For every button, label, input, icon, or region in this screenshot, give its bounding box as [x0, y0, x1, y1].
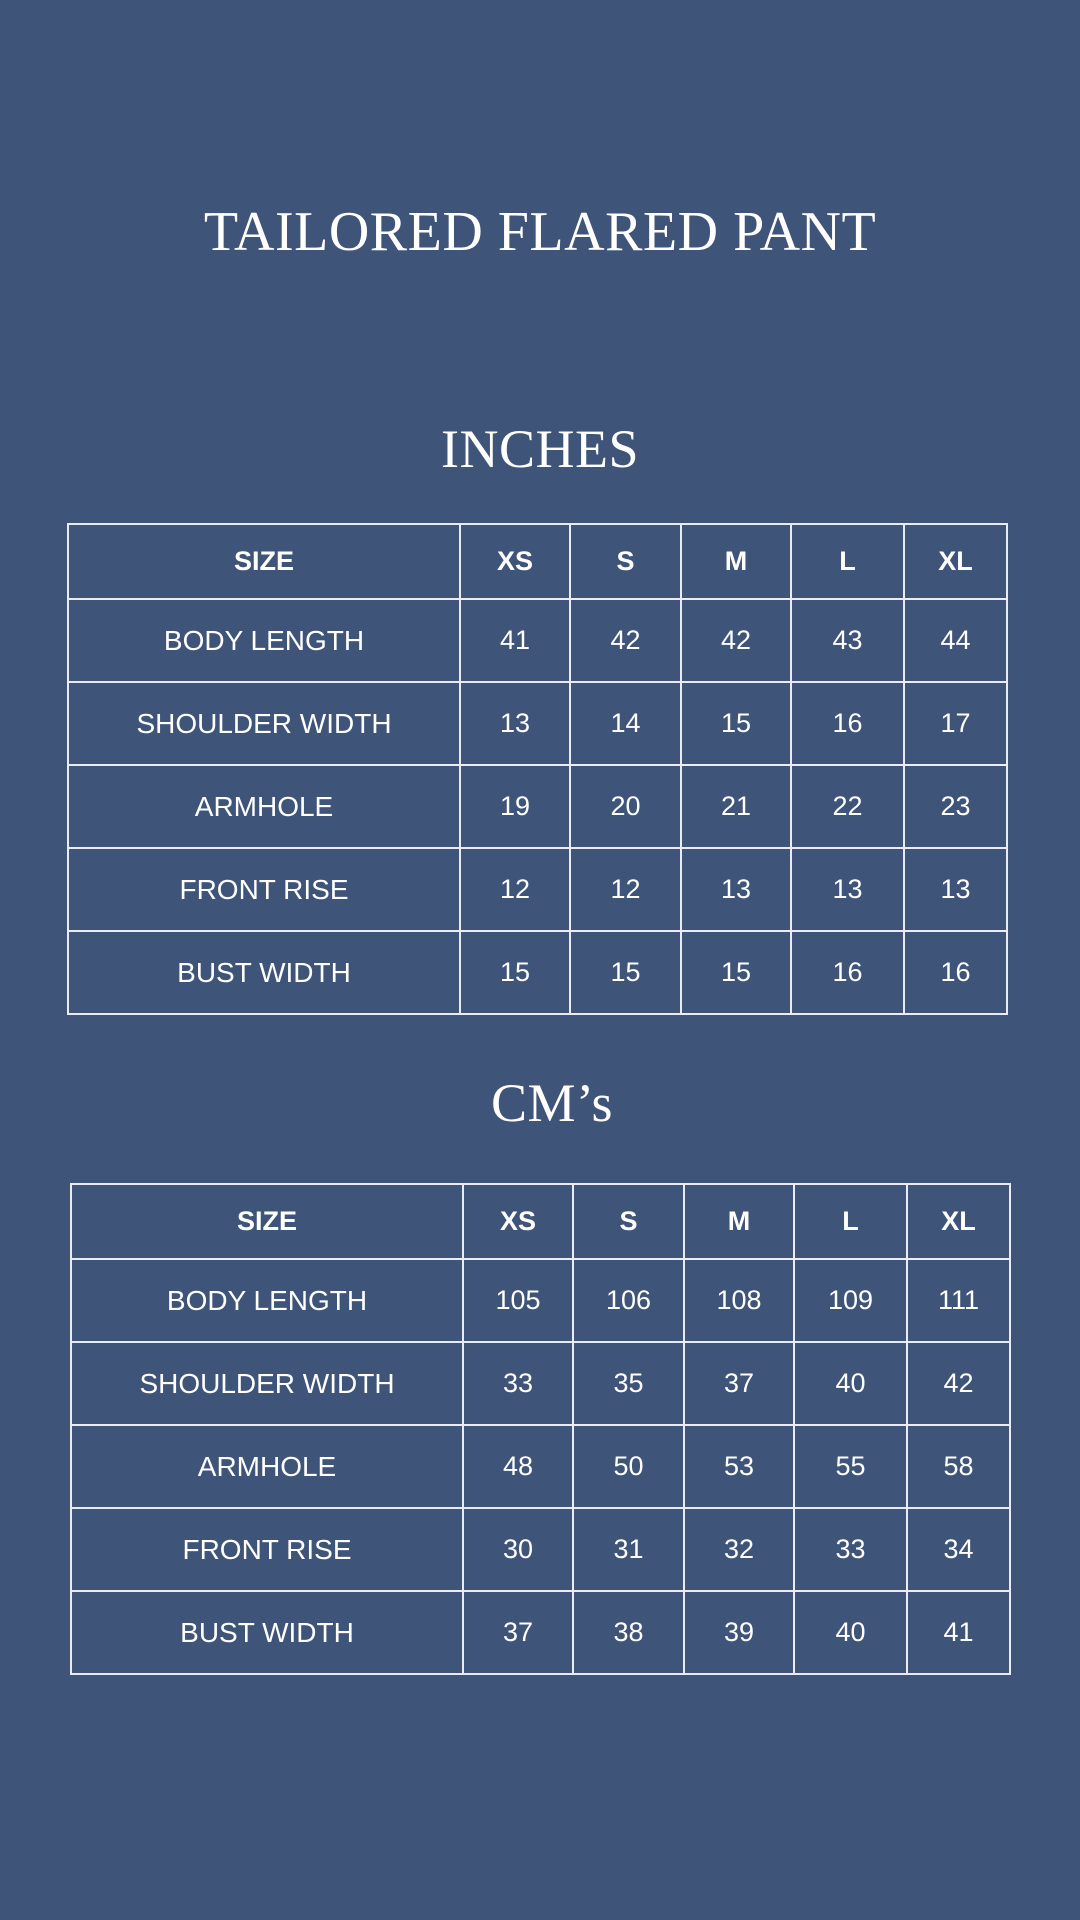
cell-value: 20 — [570, 765, 681, 848]
cell-value: 105 — [463, 1259, 573, 1342]
table-row — [71, 1259, 1010, 1342]
cell-value: 35 — [573, 1342, 684, 1425]
cell-value: 13 — [791, 848, 904, 931]
row-label: SHOULDER WIDTH — [68, 682, 460, 765]
cell-value: 43 — [791, 599, 904, 682]
cell-value: 16 — [904, 931, 1007, 1014]
cell-value: 13 — [681, 848, 791, 931]
table-row — [71, 1425, 1010, 1508]
cell-value: 14 — [570, 682, 681, 765]
row-label: BUST WIDTH — [68, 931, 460, 1014]
row-label: BUST WIDTH — [71, 1591, 463, 1674]
cell-value: 15 — [460, 931, 570, 1014]
cell-value: 108 — [684, 1259, 794, 1342]
table-header-row — [68, 524, 1007, 599]
table-row — [68, 765, 1007, 848]
cell-value: 21 — [681, 765, 791, 848]
header-s: S — [573, 1184, 684, 1259]
cell-value: 111 — [907, 1259, 1010, 1342]
cell-value: 38 — [573, 1591, 684, 1674]
cell-value: 16 — [791, 931, 904, 1014]
header-xl: XL — [907, 1184, 1010, 1259]
table-row — [71, 1508, 1010, 1591]
header-xs: XS — [463, 1184, 573, 1259]
cell-value: 15 — [570, 931, 681, 1014]
cell-value: 41 — [460, 599, 570, 682]
header-l: L — [791, 524, 904, 599]
header-s: S — [570, 524, 681, 599]
cell-value: 39 — [684, 1591, 794, 1674]
cell-value: 48 — [463, 1425, 573, 1508]
row-label: FRONT RISE — [68, 848, 460, 931]
cell-value: 32 — [684, 1508, 794, 1591]
cell-value: 42 — [681, 599, 791, 682]
cell-value: 15 — [681, 682, 791, 765]
cell-value: 50 — [573, 1425, 684, 1508]
cell-value: 12 — [460, 848, 570, 931]
page-title: TAILORED FLARED PANT — [203, 201, 877, 263]
cell-value: 42 — [907, 1342, 1010, 1425]
cms-size-table — [70, 1183, 1011, 1675]
cell-value: 37 — [684, 1342, 794, 1425]
cell-value: 106 — [573, 1259, 684, 1342]
cell-value: 41 — [907, 1591, 1010, 1674]
cell-value: 40 — [794, 1591, 907, 1674]
header-size: SIZE — [68, 524, 460, 599]
table-row — [68, 599, 1007, 682]
inches-size-table — [67, 523, 1008, 1015]
row-label: ARMHOLE — [68, 765, 460, 848]
header-xl: XL — [904, 524, 1007, 599]
cell-value: 109 — [794, 1259, 907, 1342]
table-row — [68, 682, 1007, 765]
cell-value: 12 — [570, 848, 681, 931]
cell-value: 19 — [460, 765, 570, 848]
cell-value: 23 — [904, 765, 1007, 848]
cell-value: 37 — [463, 1591, 573, 1674]
cms-section-title: CM’s — [490, 1073, 614, 1133]
cell-value: 15 — [681, 931, 791, 1014]
cell-value: 34 — [907, 1508, 1010, 1591]
header-m: M — [684, 1184, 794, 1259]
cell-value: 16 — [791, 682, 904, 765]
cell-value: 31 — [573, 1508, 684, 1591]
cell-value: 17 — [904, 682, 1007, 765]
cell-value: 30 — [463, 1508, 573, 1591]
cell-value: 13 — [904, 848, 1007, 931]
row-label: BODY LENGTH — [71, 1259, 463, 1342]
table-header-row — [71, 1184, 1010, 1259]
row-label: ARMHOLE — [71, 1425, 463, 1508]
table-row — [71, 1342, 1010, 1425]
cell-value: 33 — [463, 1342, 573, 1425]
row-label: BODY LENGTH — [68, 599, 460, 682]
cell-value: 44 — [904, 599, 1007, 682]
header-xs: XS — [460, 524, 570, 599]
cell-value: 58 — [907, 1425, 1010, 1508]
row-label: FRONT RISE — [71, 1508, 463, 1591]
table-row — [68, 931, 1007, 1014]
inches-section-title: INCHES — [440, 419, 639, 479]
table-row — [68, 848, 1007, 931]
cell-value: 53 — [684, 1425, 794, 1508]
table-row — [71, 1591, 1010, 1674]
cell-value: 13 — [460, 682, 570, 765]
cell-value: 40 — [794, 1342, 907, 1425]
row-label: SHOULDER WIDTH — [71, 1342, 463, 1425]
header-m: M — [681, 524, 791, 599]
cell-value: 22 — [791, 765, 904, 848]
header-size: SIZE — [71, 1184, 463, 1259]
cell-value: 55 — [794, 1425, 907, 1508]
cell-value: 33 — [794, 1508, 907, 1591]
cell-value: 42 — [570, 599, 681, 682]
header-l: L — [794, 1184, 907, 1259]
